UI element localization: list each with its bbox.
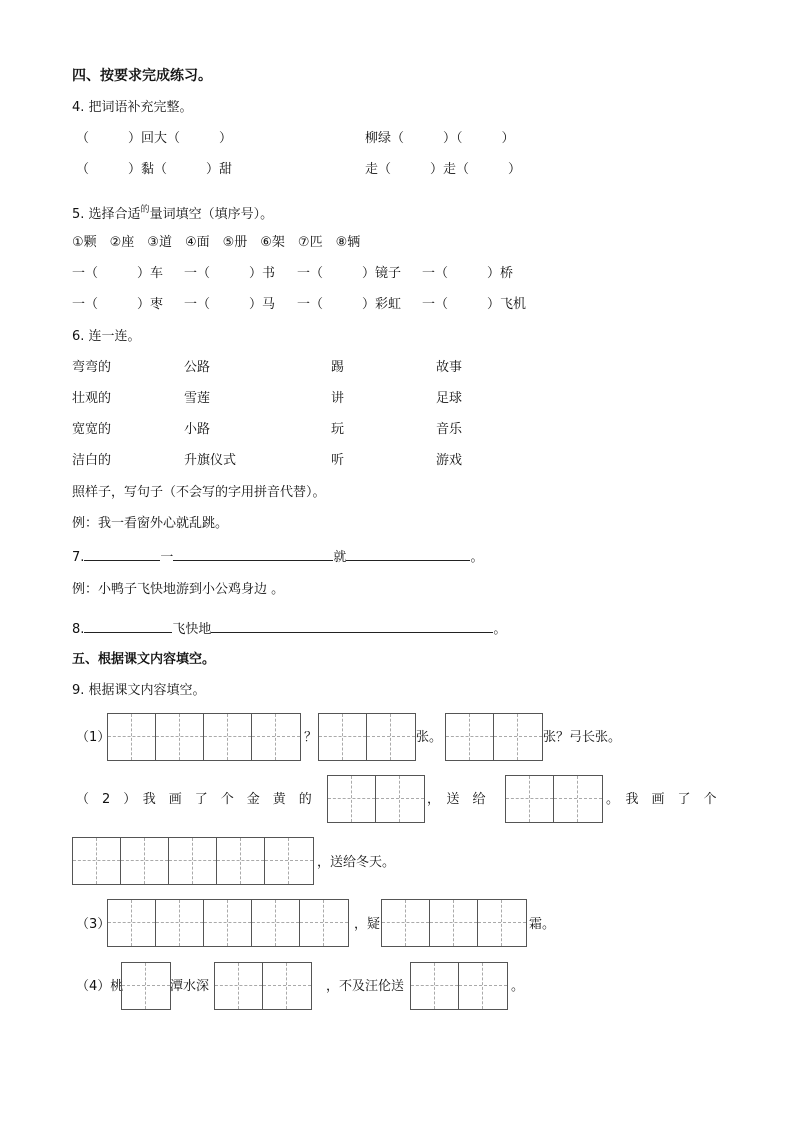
q7-blank-2[interactable]: [173, 548, 333, 561]
writing-cell[interactable]: [169, 838, 217, 884]
q5-row2-item4: 一（ ）飞机: [422, 297, 527, 312]
q6-row1-col3: 踢: [331, 360, 345, 375]
writing-cell[interactable]: [411, 963, 459, 1009]
q5-row1-item4: 一（ ）桥: [422, 266, 514, 281]
q5-prompt-small-char: 的: [140, 205, 150, 215]
example-2: 例：小鸭子飞快地游到小公鸡身边 。: [72, 582, 285, 597]
writing-cell[interactable]: [156, 900, 204, 946]
writing-cell[interactable]: [376, 776, 424, 822]
q5-row2-item2: 一（ ）马: [184, 297, 276, 312]
q7-word-1: 一: [160, 550, 174, 565]
writing-cell[interactable]: [382, 900, 430, 946]
writing-cell[interactable]: [108, 900, 156, 946]
q8-blank-1[interactable]: [84, 620, 172, 633]
q9-part1-text-2: 张。: [416, 730, 443, 745]
q4-row2-left: （ ）黏（ ）甜: [76, 162, 233, 177]
q6-row4-col3: 听: [331, 453, 345, 468]
section-5-title: 五、根据课文内容填空。: [72, 652, 216, 667]
question-5-prompt: [72, 202, 273, 223]
q9-part4-label: （4）桃: [76, 979, 124, 994]
q9-part4-grid-3[interactable]: [410, 962, 508, 1010]
q5-row1-item2: 一（ ）书: [184, 266, 276, 281]
q9-part3-text-2: 霜。: [529, 917, 556, 932]
writing-cell[interactable]: [446, 714, 494, 760]
q9-part2-grid-1[interactable]: [327, 775, 425, 823]
q6-row2-col4: 足球: [436, 391, 463, 406]
q7-end: 。: [470, 550, 484, 565]
q6-row2-col1: 壮观的: [72, 391, 112, 406]
writing-cell[interactable]: [215, 963, 263, 1009]
writing-cell[interactable]: [328, 776, 376, 822]
writing-cell[interactable]: [252, 900, 300, 946]
q6-row1-col1: 弯弯的: [72, 360, 112, 375]
writing-cell[interactable]: [430, 900, 478, 946]
q6-row2-col2: 雪莲: [184, 391, 211, 406]
section-4-title: 四、按要求完成练习。: [72, 68, 212, 84]
q8-number: 8.: [72, 622, 85, 637]
sentence-instructions: 照样子，写句子（不会写的字用拼音代替）。: [72, 485, 326, 500]
q7-blank-3[interactable]: [346, 548, 470, 561]
q8-blank-2[interactable]: [211, 620, 493, 633]
q4-row1-left: （ ）回大（ ）: [76, 131, 233, 146]
q9-part2-text-1: ， 送 给: [427, 792, 486, 807]
writing-cell[interactable]: [204, 900, 252, 946]
writing-cell[interactable]: [319, 714, 367, 760]
q6-row3-col3: 玩: [331, 422, 345, 437]
q9-part1-text-3: 张？弓长张。: [543, 730, 622, 745]
q9-part4-text-3: 。: [511, 979, 525, 994]
q9-part1-grid-2[interactable]: [318, 713, 416, 761]
q9-part2-label: （ 2 ） 我 画 了 个 金 黄 的: [76, 792, 312, 807]
example-1: 例：我一看窗外心就乱跳。: [72, 516, 229, 531]
question-7-line: [72, 548, 483, 566]
q7-blank-1[interactable]: [84, 548, 160, 561]
writing-cell[interactable]: [265, 838, 313, 884]
q8-word-1: 飞快地: [172, 622, 212, 637]
q9-part3-text-1: ，疑: [354, 917, 381, 932]
writing-cell[interactable]: [367, 714, 415, 760]
q9-part2-text-3: ，送给冬天。: [317, 855, 396, 870]
writing-cell[interactable]: [554, 776, 602, 822]
q7-word-2: 就: [333, 550, 347, 565]
writing-cell[interactable]: [73, 838, 121, 884]
q4-row2-right: 走（ ）走（ ）: [365, 162, 522, 177]
q9-part1-label: （1）: [76, 730, 111, 745]
question-6-prompt: 6. 连一连。: [72, 329, 141, 344]
writing-cell[interactable]: [156, 714, 204, 760]
writing-cell[interactable]: [108, 714, 156, 760]
q9-part3-label: （3）: [76, 917, 111, 932]
q9-part1-grid-3[interactable]: [445, 713, 543, 761]
q9-part4-grid-2[interactable]: [214, 962, 312, 1010]
q6-row4-col2: 升旗仪式: [184, 453, 237, 468]
writing-cell[interactable]: [204, 714, 252, 760]
q9-part1-grid-1[interactable]: [107, 713, 301, 761]
q9-part4-grid-1[interactable]: [121, 962, 171, 1010]
writing-cell[interactable]: [121, 838, 169, 884]
q5-prompt-part-a: 5. 选择合适: [72, 207, 141, 222]
writing-cell[interactable]: [300, 900, 348, 946]
q9-part3-grid-1[interactable]: [107, 899, 349, 947]
q4-row1-right: 柳绿（ ）（ ）: [365, 131, 515, 146]
q9-part4-text-2: ，不及汪伦送: [326, 979, 405, 994]
q8-end: 。: [493, 622, 507, 637]
writing-cell[interactable]: [478, 900, 526, 946]
q5-options: ①颗 ②座 ③道 ④面 ⑤册 ⑥架 ⑦匹 ⑧辆: [72, 235, 361, 250]
q5-prompt-part-b: 量词填空（填序号）。: [149, 207, 274, 222]
q5-row2-item1: 一（ ）枣: [72, 297, 164, 312]
question-4-prompt: 4. 把词语补充完整。: [72, 100, 193, 115]
q6-row1-col4: 故事: [436, 360, 463, 375]
q5-row1-item3: 一（ ）镜子: [297, 266, 402, 281]
q6-row2-col3: 讲: [331, 391, 345, 406]
q9-part2-grid-2[interactable]: [505, 775, 603, 823]
q6-row3-col2: 小路: [184, 422, 211, 437]
q5-row2-item3: 一（ ）彩虹: [297, 297, 402, 312]
question-9-prompt: 9. 根据课文内容填空。: [72, 683, 206, 698]
q6-row4-col1: 洁白的: [72, 453, 112, 468]
writing-cell[interactable]: [122, 963, 170, 1009]
q6-row1-col2: 公路: [184, 360, 211, 375]
q9-part4-text-1: 潭水深: [170, 979, 210, 994]
q6-row4-col4: 游戏: [436, 453, 463, 468]
writing-cell[interactable]: [494, 714, 542, 760]
q9-part2-grid-3[interactable]: [72, 837, 314, 885]
writing-cell[interactable]: [252, 714, 300, 760]
q6-row3-col4: 音乐: [436, 422, 463, 437]
q7-number: 7.: [72, 550, 85, 565]
writing-cell[interactable]: [506, 776, 554, 822]
q9-part1-text-1: ？: [304, 730, 318, 745]
writing-cell[interactable]: [217, 838, 265, 884]
question-8-line: [72, 620, 506, 638]
q9-part2-text-2: 。 我 画 了 个: [606, 792, 717, 807]
q5-row1-item1: 一（ ）车: [72, 266, 164, 281]
writing-cell[interactable]: [459, 963, 507, 1009]
writing-cell[interactable]: [263, 963, 311, 1009]
q6-row3-col1: 宽宽的: [72, 422, 112, 437]
q9-part3-grid-2[interactable]: [381, 899, 527, 947]
